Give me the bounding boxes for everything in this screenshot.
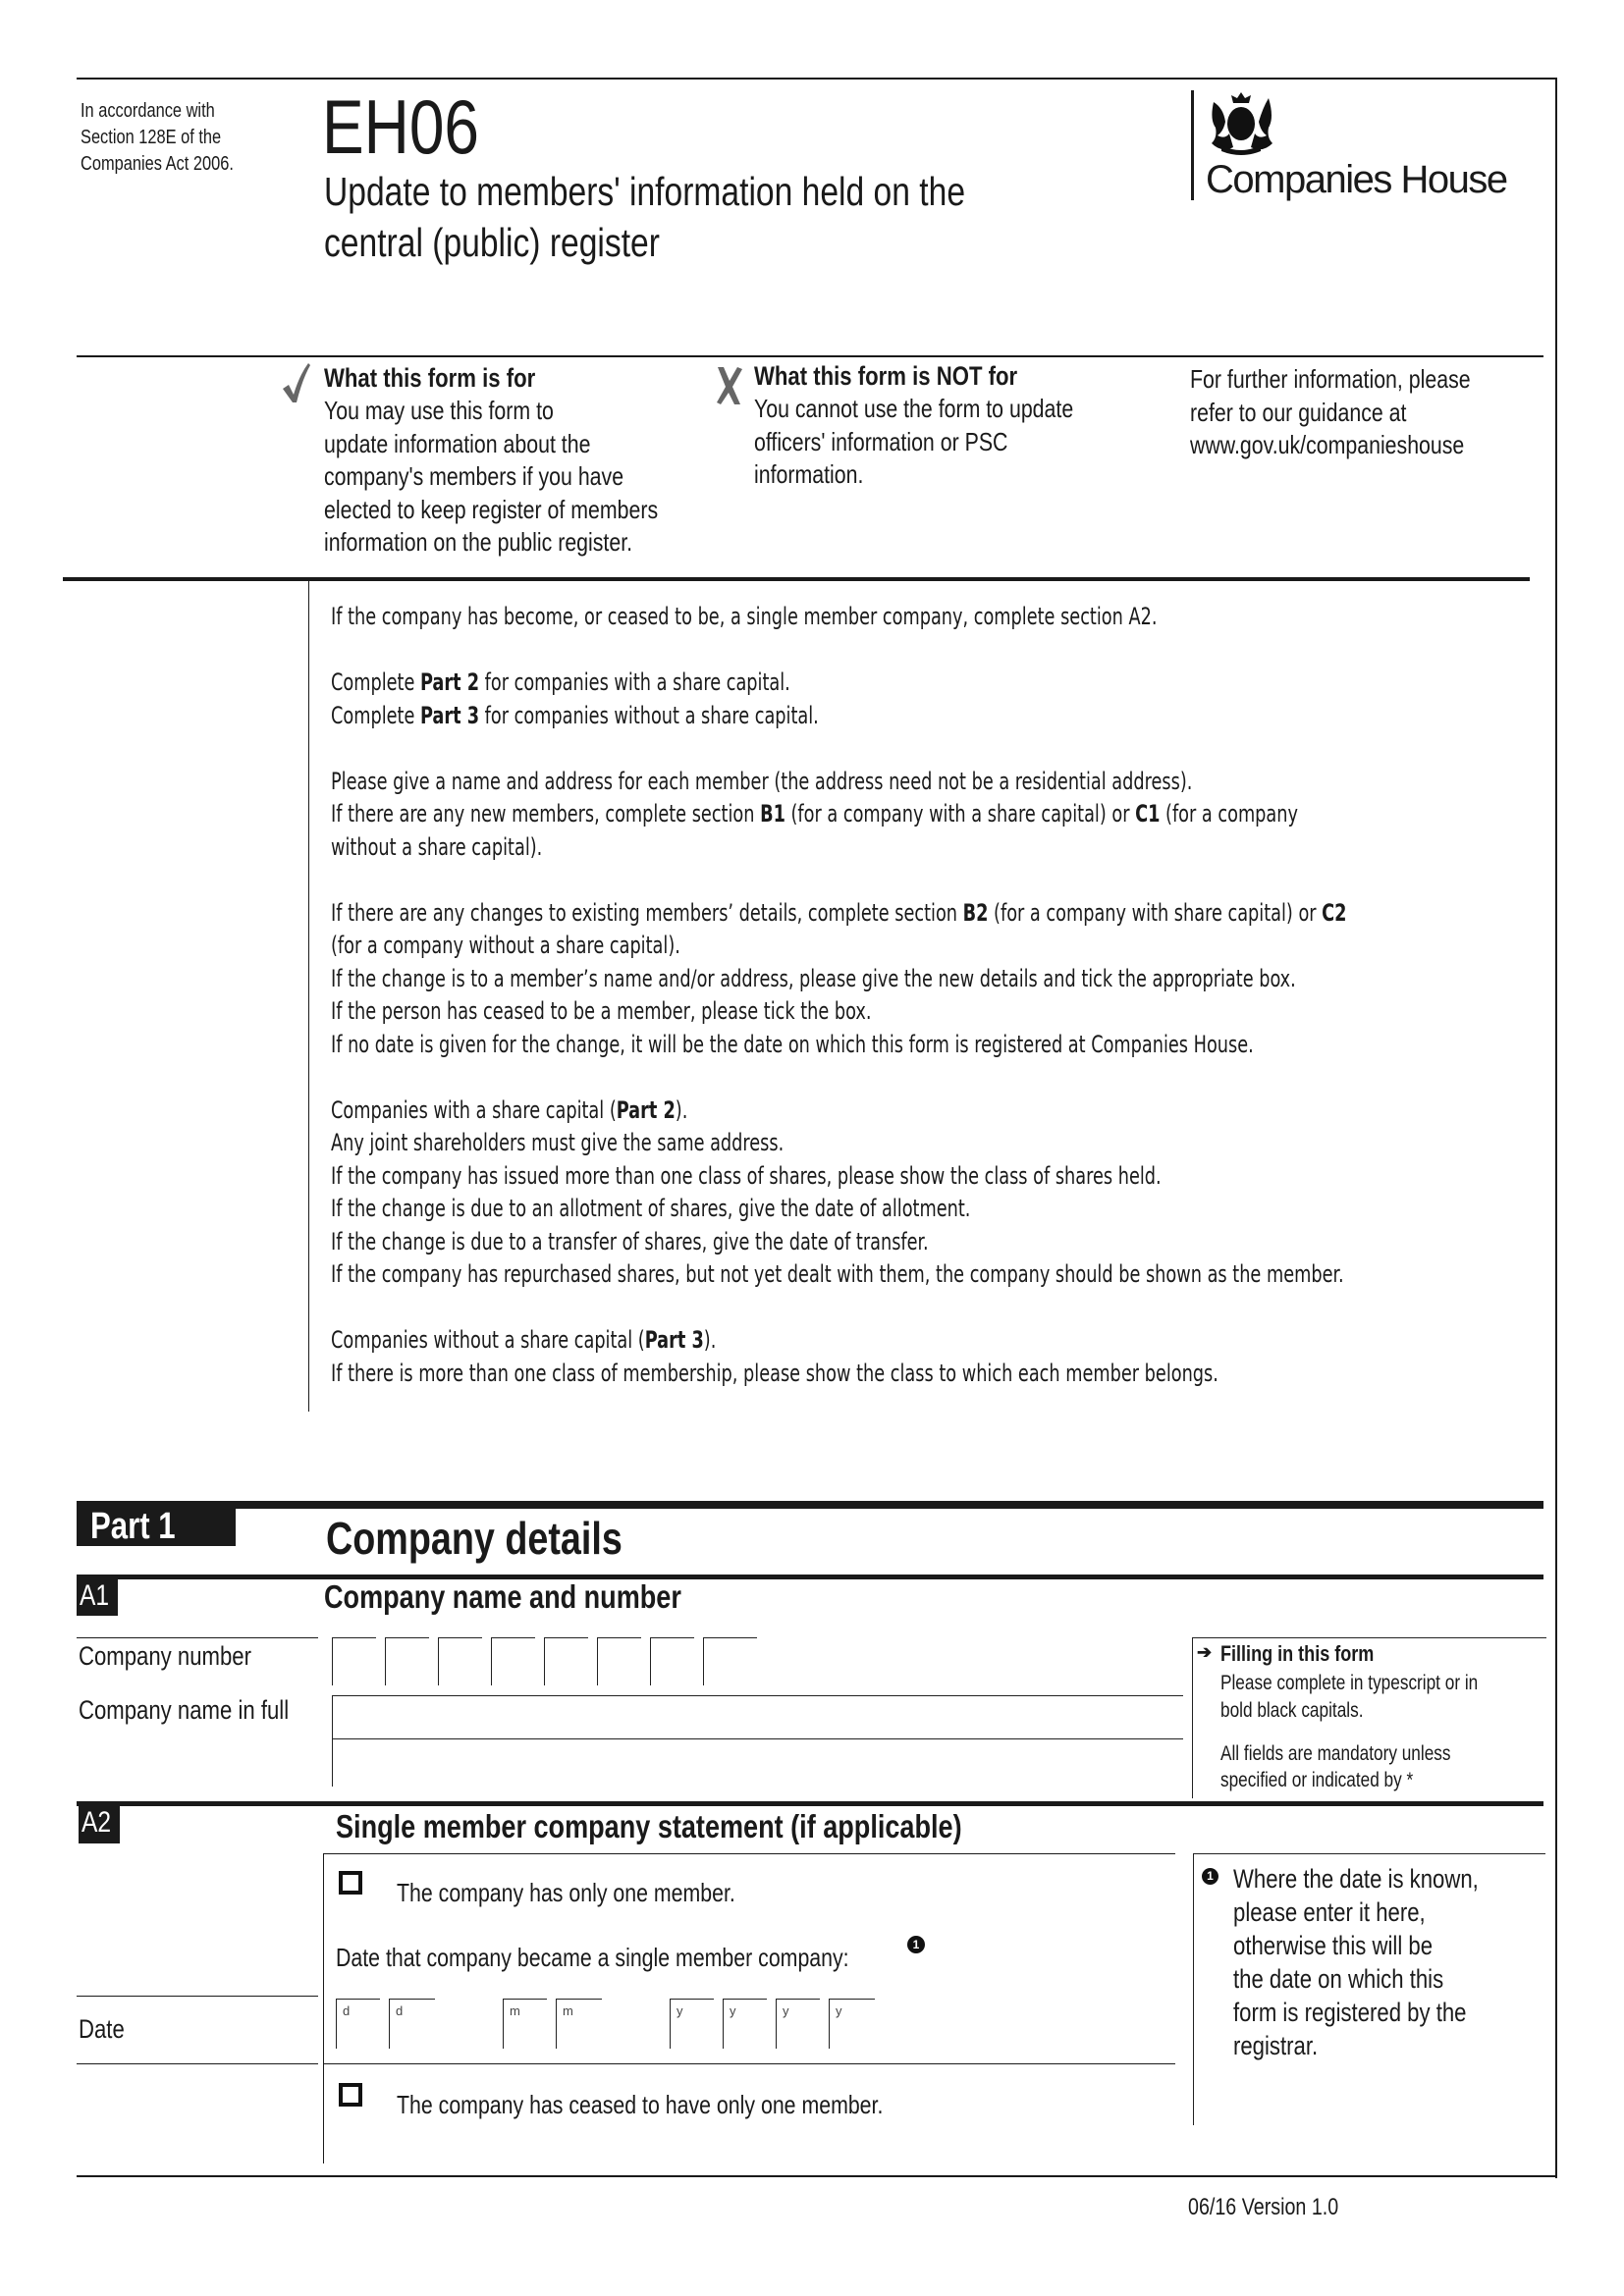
- mandatory-line: All fields are mandatory unless: [1220, 1742, 1451, 1765]
- date-prompt: Date that company became a single member company:: [336, 1943, 849, 1972]
- instruction-line: If the change is due to an allotment of shares, give the date of allotment.: [331, 1195, 971, 1222]
- instruction-line: Complete Part 3 for companies without a share capital.: [331, 701, 819, 729]
- instruction-line: Companies with a share capital (Part 2).: [331, 1095, 688, 1124]
- further-info-line: For further information, please: [1190, 364, 1471, 394]
- date-digit-year[interactable]: [723, 1999, 767, 2049]
- page-bottom-rule: [77, 2175, 1557, 2177]
- date-note-line: registrar.: [1233, 2031, 1319, 2060]
- form-title-line-2: central (public) register: [324, 220, 660, 265]
- form-not-for-line: information.: [754, 459, 864, 489]
- info-number-1-icon: 1: [1202, 1868, 1218, 1885]
- form-for-text: [324, 395, 731, 560]
- filling-in-heading: Filling in this form: [1220, 1641, 1375, 1666]
- instruction-line: If there is more than one class of membership, please show the class to which each member belongs.: [331, 1359, 1218, 1387]
- form-title-line-1: Update to members' information held on the: [324, 169, 966, 214]
- instruction-line: (for a company without a share capital).: [331, 932, 680, 959]
- legal-note-line: Section 128E of the: [81, 127, 222, 148]
- legal-note: [81, 98, 277, 178]
- a1-code: A1: [80, 1579, 110, 1612]
- date-note-line: form is registered by the: [1233, 1998, 1467, 2027]
- date-placeholder: m: [563, 2003, 573, 2018]
- single-member-checkbox[interactable]: [339, 1871, 362, 1895]
- royal-coat-of-arms-icon: [1206, 88, 1276, 155]
- date-note-line: Where the date is known,: [1233, 1864, 1479, 1894]
- date-digit-day[interactable]: [389, 1999, 435, 2049]
- company-number-input[interactable]: [332, 1637, 756, 1684]
- form-for-line: information on the public register.: [324, 527, 633, 557]
- section-thick-rule: [63, 577, 1530, 581]
- form-for-line: You may use this form to: [324, 396, 554, 425]
- instruction-line: If there are any changes to existing members’ details, complete section B2 (for a company with share capital) or C2: [331, 898, 1347, 927]
- filling-in-line: Please complete in typescript or in: [1220, 1672, 1479, 1694]
- part1-title: Company details: [326, 1513, 623, 1564]
- intro-left-rule: [308, 581, 309, 1412]
- legal-note-line: Companies Act 2006.: [81, 153, 234, 175]
- instruction-line: Any joint shareholders must give the same address.: [331, 1129, 785, 1156]
- form-for-line: update information about the: [324, 428, 591, 458]
- instruction-line: If the company has issued more than one class of shares, please show the class of shares held.: [331, 1161, 1162, 1190]
- company-number-digit[interactable]: [491, 1637, 535, 1685]
- single-member-label: The company has only one member.: [397, 1878, 735, 1907]
- instruction-line: If the company has repurchased shares, but not yet dealt with them, the company should be shown as the member.: [331, 1260, 1344, 1288]
- a2-box-top: [323, 1853, 1175, 1854]
- date-digit-day[interactable]: [336, 1999, 380, 2049]
- company-number-digit[interactable]: [544, 1637, 588, 1685]
- instruction-line: If the person has ceased to be a member, please tick the box.: [331, 997, 872, 1025]
- guidance-link[interactable]: www.gov.uk/companieshouse: [1190, 430, 1465, 459]
- a2-code: A2: [81, 1806, 112, 1839]
- further-info: [1190, 363, 1532, 462]
- a1-title: Company name and number: [324, 1578, 681, 1615]
- ceased-single-member-checkbox[interactable]: [339, 2083, 362, 2107]
- part1-label: Part 1: [90, 1506, 176, 1547]
- date-placeholder: y: [836, 2003, 842, 2018]
- part1-rule: [77, 1501, 1543, 1509]
- a1-rule: [77, 1575, 1543, 1579]
- company-number-digit[interactable]: [597, 1637, 641, 1685]
- date-label: Date: [79, 2014, 125, 2044]
- date-note-line: please enter it here,: [1233, 1897, 1426, 1927]
- instruction-line: If the company has become, or ceased to be, a single member company, complete section A2.: [331, 603, 1158, 630]
- a2-mid-rule: [323, 2063, 1175, 2064]
- legal-note-line: In accordance with: [81, 100, 215, 122]
- date-placeholder: d: [396, 2003, 404, 2018]
- a1-badge: [77, 1577, 118, 1616]
- date-digit-month[interactable]: [556, 1999, 602, 2049]
- cross-mark-icon: [715, 365, 744, 404]
- form-not-for-heading: What this form is NOT for: [754, 361, 1018, 391]
- form-code: EH06: [322, 83, 480, 170]
- form-for-line: elected to keep register of members: [324, 494, 659, 524]
- ceased-single-member-label: The company has ceased to have only one member.: [397, 2090, 884, 2119]
- date-input[interactable]: [336, 1999, 886, 2050]
- date-digit-year[interactable]: [829, 1999, 875, 2049]
- instruction-line: If the change is due to a transfer of shares, give the date of transfer.: [331, 1227, 929, 1255]
- company-number-digit[interactable]: [703, 1637, 757, 1685]
- instruction-line: Companies without a share capital (Part 3).: [331, 1326, 717, 1354]
- date-placeholder: y: [677, 2003, 683, 2018]
- a2-badge: [79, 1804, 120, 1843]
- date-placeholder: d: [343, 2003, 351, 2018]
- a2-title: Single member company statement (if applicable): [336, 1808, 962, 1844]
- further-info-line: refer to our guidance at: [1190, 397, 1407, 427]
- info-number-1-icon: 1: [907, 1936, 925, 1953]
- date-digit-year[interactable]: [670, 1999, 714, 2049]
- date-label-rule: [77, 1996, 318, 1997]
- date-note-line: the date on which this: [1233, 1964, 1444, 1994]
- page-right-border: [1555, 78, 1557, 2178]
- info-top-rule: [77, 355, 1543, 357]
- company-number-label: Company number: [79, 1641, 251, 1671]
- form-for-heading: What this form is for: [324, 363, 536, 393]
- date-placeholder: y: [783, 2003, 789, 2018]
- company-number-digit[interactable]: [332, 1637, 376, 1685]
- a2-mid-rule-left: [77, 2063, 318, 2064]
- company-name-field-1[interactable]: [332, 1695, 1183, 1743]
- check-mark-icon: [281, 361, 310, 402]
- instructions: [331, 601, 1346, 1390]
- version-label: 06/16 Version 1.0: [1188, 2194, 1339, 2220]
- header-top-rule: [77, 78, 1557, 80]
- company-number-digit[interactable]: [438, 1637, 482, 1685]
- company-number-digit[interactable]: [650, 1637, 694, 1685]
- date-note-line: otherwise this will be: [1233, 1931, 1434, 1960]
- date-digit-month[interactable]: [503, 1999, 547, 2049]
- date-placeholder: m: [510, 2003, 520, 2018]
- date-note: [1193, 1853, 1545, 2125]
- date-placeholder: y: [730, 2003, 736, 2018]
- a1-label-rule: [77, 1637, 318, 1638]
- filling-in-note: [1192, 1637, 1546, 1798]
- form-for-line: company's members if you have: [324, 461, 624, 491]
- instruction-line: If the change is to a member’s name and/or address, please give the new details and tick the appropriate box.: [331, 964, 1296, 992]
- mandatory-line: specified or indicated by *: [1220, 1769, 1414, 1791]
- a2-rule: [77, 1801, 1543, 1806]
- arrow-right-icon: ➔: [1197, 1642, 1213, 1662]
- logo-text: Companies House: [1206, 158, 1507, 201]
- a2-box-left: [323, 1853, 324, 2163]
- instruction-line: If there are any new members, complete section B1 (for a company with a share capital) or C1 (for a company: [331, 800, 1298, 828]
- company-number-digit[interactable]: [385, 1637, 429, 1685]
- form-not-for-line: officers' information or PSC: [754, 426, 1008, 456]
- filling-in-line: bold black capitals.: [1220, 1699, 1364, 1722]
- logo-divider: [1191, 90, 1194, 200]
- instruction-line: If no date is given for the change, it will be the date on which this form is registered at Companies House.: [331, 1030, 1254, 1058]
- instruction-line: without a share capital).: [331, 832, 543, 861]
- instruction-line: Please give a name and address for each member (the address need not be a residential address).: [331, 767, 1193, 795]
- form-not-for-text: [754, 393, 1144, 492]
- part1-badge: [77, 1507, 236, 1546]
- company-name-label: Company name in full: [79, 1695, 290, 1725]
- date-digit-year[interactable]: [776, 1999, 820, 2049]
- form-not-for-line: You cannot use the form to update: [754, 394, 1074, 423]
- instruction-line: Complete Part 2 for companies with a share capital.: [331, 668, 790, 696]
- company-name-field-2[interactable]: [332, 1738, 1183, 1787]
